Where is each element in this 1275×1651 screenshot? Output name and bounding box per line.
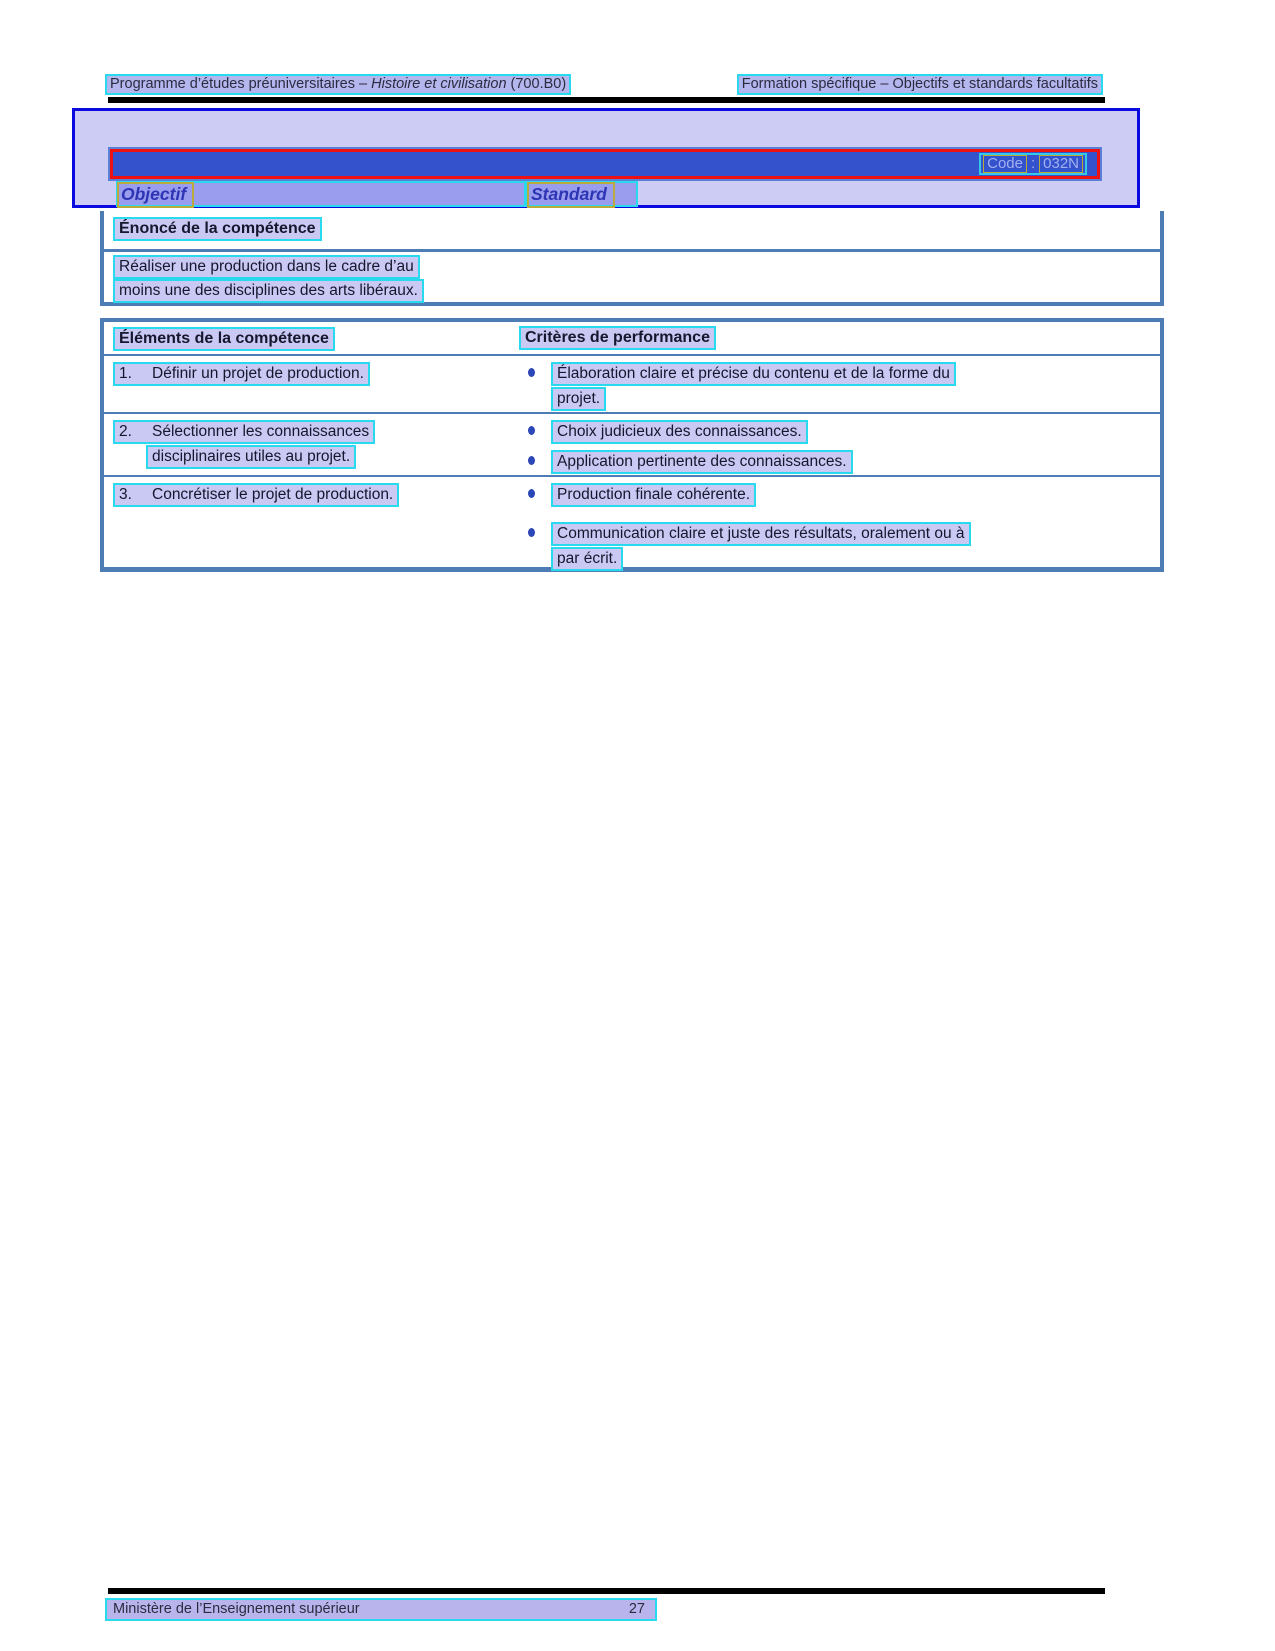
criteria-cell — [519, 477, 1160, 571]
element-cell — [104, 477, 519, 571]
objective-banner-box — [72, 108, 1140, 208]
code-bar — [108, 147, 1102, 181]
enonce-header — [113, 217, 322, 241]
footer — [105, 1598, 657, 1621]
criterion-text: Élaboration claire et précise du contenu et de la forme du projet. — [551, 361, 956, 411]
element-text: 1. Définir un projet de production. — [113, 362, 370, 386]
code-group — [979, 153, 1087, 175]
enonce-title: Énoncé de la compétence — [113, 217, 322, 241]
criterion-item — [519, 419, 1160, 444]
header-right-text: Formation spécifique – Objectifs et standards facultatifs — [737, 74, 1103, 95]
header-left-text — [105, 74, 571, 95]
footer-ministry: Ministère de l’Enseignement supérieur — [113, 1601, 360, 1617]
enonce-line: Réaliser une production dans le cadre d’au — [113, 255, 420, 279]
criterion-item — [519, 449, 1160, 474]
element-number: 3. — [119, 486, 132, 503]
element-number: 2. — [119, 423, 132, 440]
enonce-table — [100, 211, 1164, 306]
criterion-item — [519, 482, 1160, 507]
criterion-item — [519, 361, 1160, 411]
bullet-icon — [528, 528, 535, 537]
element-cell — [104, 414, 519, 475]
table-row — [104, 414, 1160, 475]
standard-heading: Standard — [527, 182, 615, 208]
criteria-cell — [519, 414, 1160, 475]
footer-page-number: 27 — [628, 1601, 645, 1617]
footer-rule — [108, 1588, 1105, 1594]
bullet-icon — [528, 368, 535, 377]
col1-header-cell — [104, 326, 519, 354]
header-left — [105, 74, 571, 95]
header-left-prefix: Programme d’études préuniversitaires – — [110, 76, 372, 92]
criteria-cell — [519, 356, 1160, 412]
table-row — [104, 477, 1160, 569]
standard-heading-box — [526, 181, 638, 207]
bullet-icon — [528, 456, 535, 465]
criterion-text: Production finale cohérente. — [551, 482, 756, 507]
objectif-heading: Objectif — [117, 182, 194, 208]
criterion-text: Application pertinente des connaissances. — [551, 449, 853, 474]
header-rule — [108, 97, 1105, 103]
enonce-line: moins une des disciplines des arts libéraux. — [113, 279, 424, 303]
criterion-text: Communication claire et juste des résultats, oralement ou à par écrit. — [551, 521, 971, 571]
element-cell — [104, 356, 519, 412]
element-number: 1. — [119, 365, 132, 382]
code-bar-inner — [110, 149, 1100, 179]
element-text: 3. Concrétiser le projet de production. — [113, 483, 399, 507]
code-value: 032N — [1039, 155, 1083, 173]
header-left-program-name: Histoire et civilisation — [371, 76, 507, 92]
criterion-text: Choix judicieux des connaissances. — [551, 419, 808, 444]
col2-header: Critères de performance — [519, 326, 716, 350]
col2-header-cell — [519, 326, 1160, 354]
code-colon: : — [1030, 155, 1036, 172]
table-row — [104, 356, 1160, 412]
objectif-heading-box — [116, 181, 526, 207]
col1-header: Éléments de la compétence — [113, 327, 335, 351]
bullet-icon — [528, 426, 535, 435]
competence-table-header — [104, 322, 1160, 354]
header-left-code: (700.B0) — [506, 76, 567, 92]
code-label: Code — [983, 155, 1027, 173]
criterion-item — [519, 521, 1160, 571]
bullet-icon — [528, 489, 535, 498]
header-right — [737, 74, 1103, 95]
enonce-divider — [104, 249, 1160, 252]
competence-table — [100, 318, 1164, 572]
enonce-body — [113, 255, 424, 303]
element-text: 2. Sélectionner les connaissances — [113, 420, 375, 444]
element-text: disciplinaires utiles au projet. — [146, 445, 356, 469]
